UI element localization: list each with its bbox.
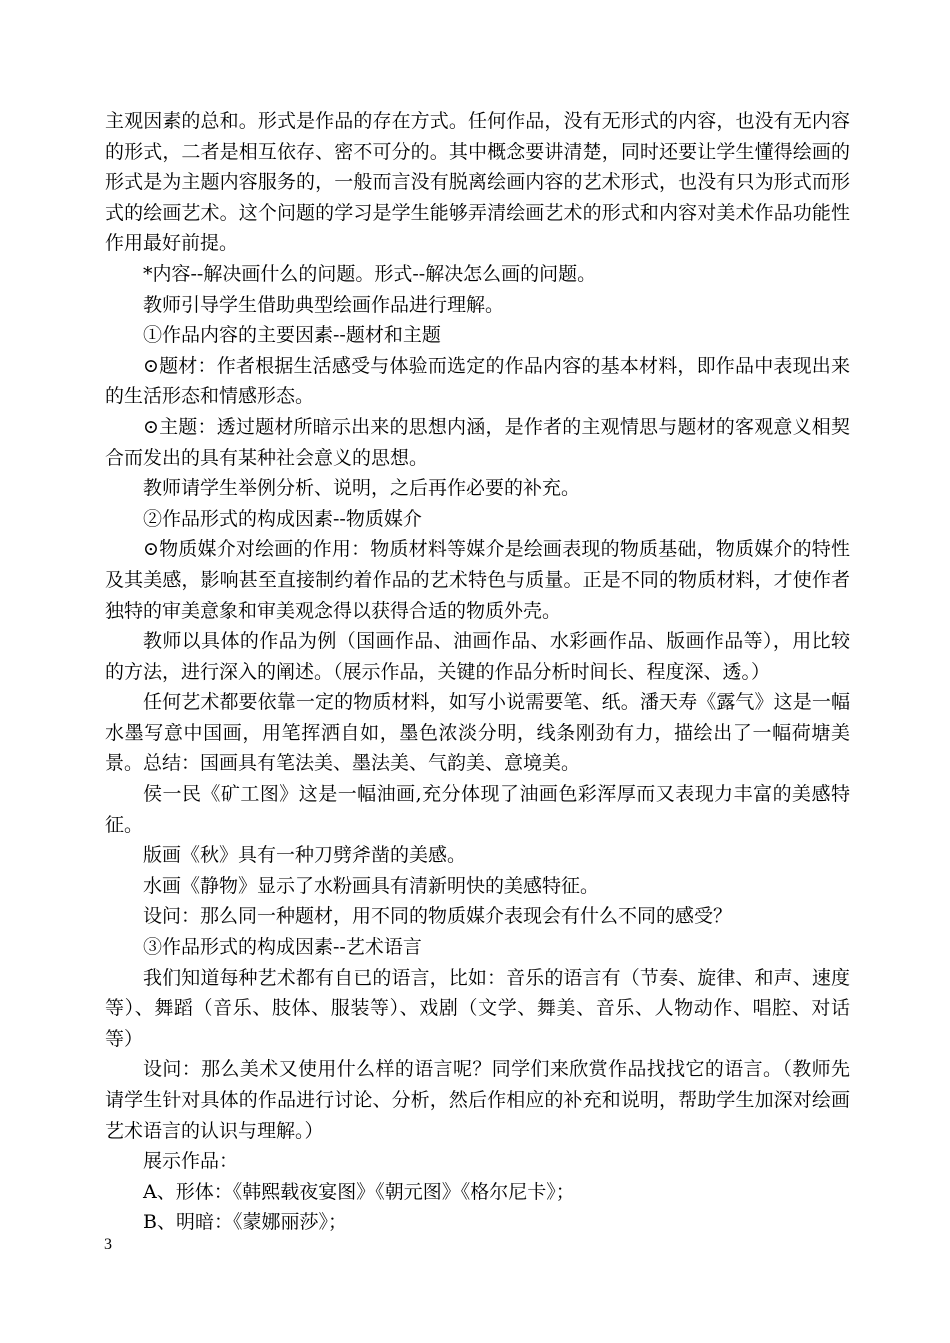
paragraph: 展示作品： xyxy=(143,1150,239,1173)
paragraph: A、形体：《韩熙载夜宴图》《朝元图》《格尔尼卡》； xyxy=(143,1180,575,1203)
paragraph: ⊙题材：作者根据生活感受与体验而选定的作品内容的基本材料，即作品中表现出来的生活形态和情感形态。 xyxy=(105,354,850,408)
paragraph: 主观因素的总和。形式是作品的存在方式。任何作品，没有无形式的内容，也没有无内容的形式，二者是相互依存、密不可分的。其中概念要讲清楚，同时还要让学生懂得绘画的形式是为主题内容服务的，一般而言没有脱离绘画内容的艺术形式，也没有只为形式而形式的绘画艺术。这个问题的学习是学生能够弄清绘画艺术的形式和内容对美术作品功能性作用最好前提。 xyxy=(105,110,850,255)
paragraph: 任何艺术都要依靠一定的物质材料，如写小说需要笔、纸。潘天寿《露气》这是一幅水墨写意中国画，用笔挥洒自如，墨色浓淡分明，线条刚劲有力，描绘出了一幅荷塘美景。总结：国画具有笔法美、墨法美、气韵美、意境美。 xyxy=(105,691,850,775)
paragraph: 教师请学生举例分析、说明，之后再作必要的补充。 xyxy=(143,477,581,500)
paragraph: 版画《秋》具有一种刀劈斧凿的美感。 xyxy=(143,844,467,867)
paragraph: ③作品形式的构成因素--艺术语言 xyxy=(143,936,422,959)
paragraph: 教师以具体的作品为例（国画作品、油画作品、水彩画作品、版画作品等），用比较的方法，进行深入的阐述。（展示作品，关键的作品分析时间长、程度深、透。） xyxy=(105,630,850,683)
paragraph: 设问：那么美术又使用什么样的语言呢？同学们来欣赏作品找找它的语言。（教师先请学生针对具体的作品进行讨论、分析，然后作相应的补充和说明，帮助学生加深对绘画艺术语言的认识与理解。） xyxy=(105,1058,850,1142)
paragraph: 水画《静物》显示了水粉画具有清新明快的美感特征。 xyxy=(143,874,600,897)
page-number: 3 xyxy=(104,1236,112,1253)
paragraph: ⊙物质媒介对绘画的作用：物质材料等媒介是绘画表现的物质基础，物质媒介的特性及其美感，影响甚至直接制约着作品的艺术特色与质量。正是不同的物质材料，才使作者独特的审美意象和审美观念得以获得合适的物质外壳。 xyxy=(105,538,850,622)
paragraph: 设问：那么同一种题材，用不同的物质媒介表现会有什么不同的感受？ xyxy=(143,905,733,928)
paragraph: *内容--解决画什么的问题。形式--解决怎么画的问题。 xyxy=(143,262,597,285)
paragraph: ⊙主题：透过题材所暗示出来的思想内涵，是作者的主观情思与题材的客观意义相契合而发出的具有某种社会意义的思想。 xyxy=(105,415,850,469)
paragraph: B、明暗：《蒙娜丽莎》； xyxy=(143,1211,347,1234)
paragraph: 我们知道每种艺术都有自已的语言，比如：音乐的语言有（节奏、旋律、和声、速度等）、舞蹈（音乐、肢体、服装等）、戏剧（文学、舞美、音乐、人物动作、唱腔、对话等） xyxy=(105,966,850,1050)
paragraph: 侯一民《矿工图》这是一幅油画,充分体现了油画色彩浑厚而又表现力丰富的美感特征。 xyxy=(105,783,850,836)
paragraph: ②作品形式的构成因素--物质媒介 xyxy=(143,507,422,530)
paragraph: 教师引导学生借助典型绘画作品进行理解。 xyxy=(143,293,505,316)
paragraph: ①作品内容的主要因素--题材和主题 xyxy=(143,324,441,347)
body-text xyxy=(105,106,850,1238)
